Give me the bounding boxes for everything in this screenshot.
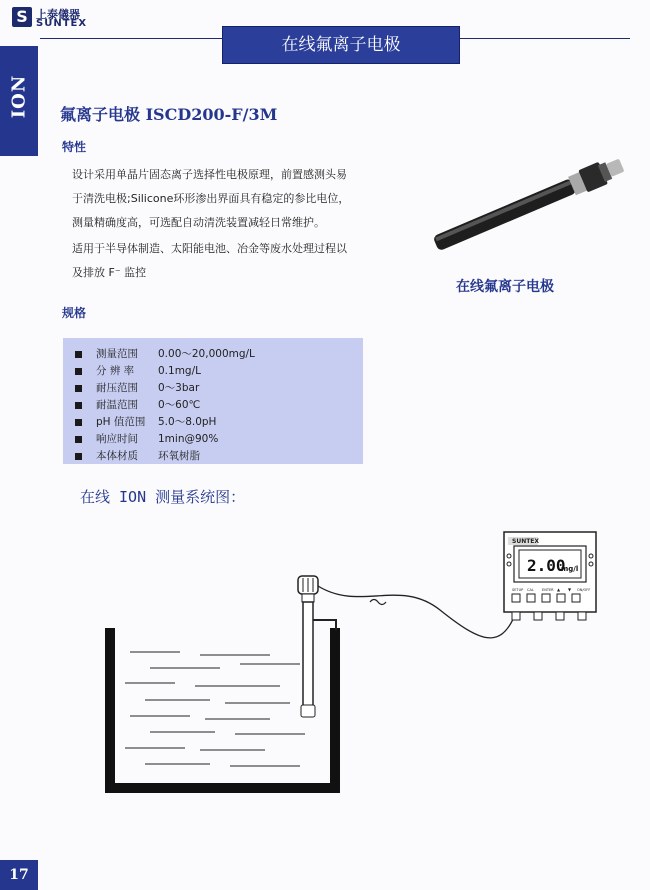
electrode-sensor [298,576,318,717]
logo-cn-text: 上泰儀器 [36,8,80,21]
features-line: 及排放 F⁻ 监控 [72,266,147,279]
meter-button-label: ▼ [568,587,572,592]
specs-heading: 规格 [62,306,87,320]
spec-label: 分 辨 率 [96,365,135,377]
meter-reading: 2.00 [527,556,566,575]
spec-label: 本体材质 [96,450,138,462]
features-line: 测量精确度高，可选配自动清洗装置减轻日常维护。 [72,216,325,229]
logo-en-text: SUNTEX [36,18,88,29]
spec-value: 环氧树脂 [158,450,200,462]
meter-button-label: ON/OFF [577,588,591,592]
features-line: 设计采用单晶片固态离子选择性电极原理，前置感测头易 [72,168,347,181]
side-tab-label: ION [8,74,30,119]
features-line: 于清洗电极;Silicone环形渗出界面具有稳定的参比电位， [72,192,350,205]
spec-value: 1min@90% [158,433,219,445]
meter-button-label: CAL [527,588,534,592]
spec-value: 5.0～8.0pH [158,416,217,428]
meter-button-label: ▲ [557,587,561,592]
features-line: 适用于半导体制造、太阳能电池、冶金等废水处理过程以 [72,242,347,255]
spec-value: 0.00～20,000mg/L [158,348,255,360]
features-heading: 特性 [62,140,87,154]
page-number: 17 [0,860,38,890]
meter-brand: SUNTEX [512,538,540,545]
meter-unit: mg/l [561,565,579,573]
product-title: 氟离子电极 ISCD200-F/3M [60,105,278,124]
meter-button-label: SETUP [512,588,524,592]
diagram-title: 在线 ION 测量系统图： [80,488,246,506]
spec-label: 耐压范围 [96,382,138,394]
cable [318,586,515,638]
logo-mark: S [12,7,32,27]
controller-unit [504,532,596,620]
spec-value: 0～60℃ [158,399,201,411]
spec-value: 0.1mg/L [158,365,201,377]
header-title: 在线氟离子电极 [222,26,460,64]
spec-label: 响应时间 [96,433,138,445]
spec-label: pH 值范围 [96,416,146,428]
meter-button-label: ENTER [542,588,554,592]
spec-value: 0～3bar [158,382,200,394]
water-lines [125,652,305,766]
spec-label: 测量范围 [96,348,138,360]
probe-caption: 在线氟离子电极 [456,279,554,295]
spec-label: 耐温范围 [96,399,138,411]
